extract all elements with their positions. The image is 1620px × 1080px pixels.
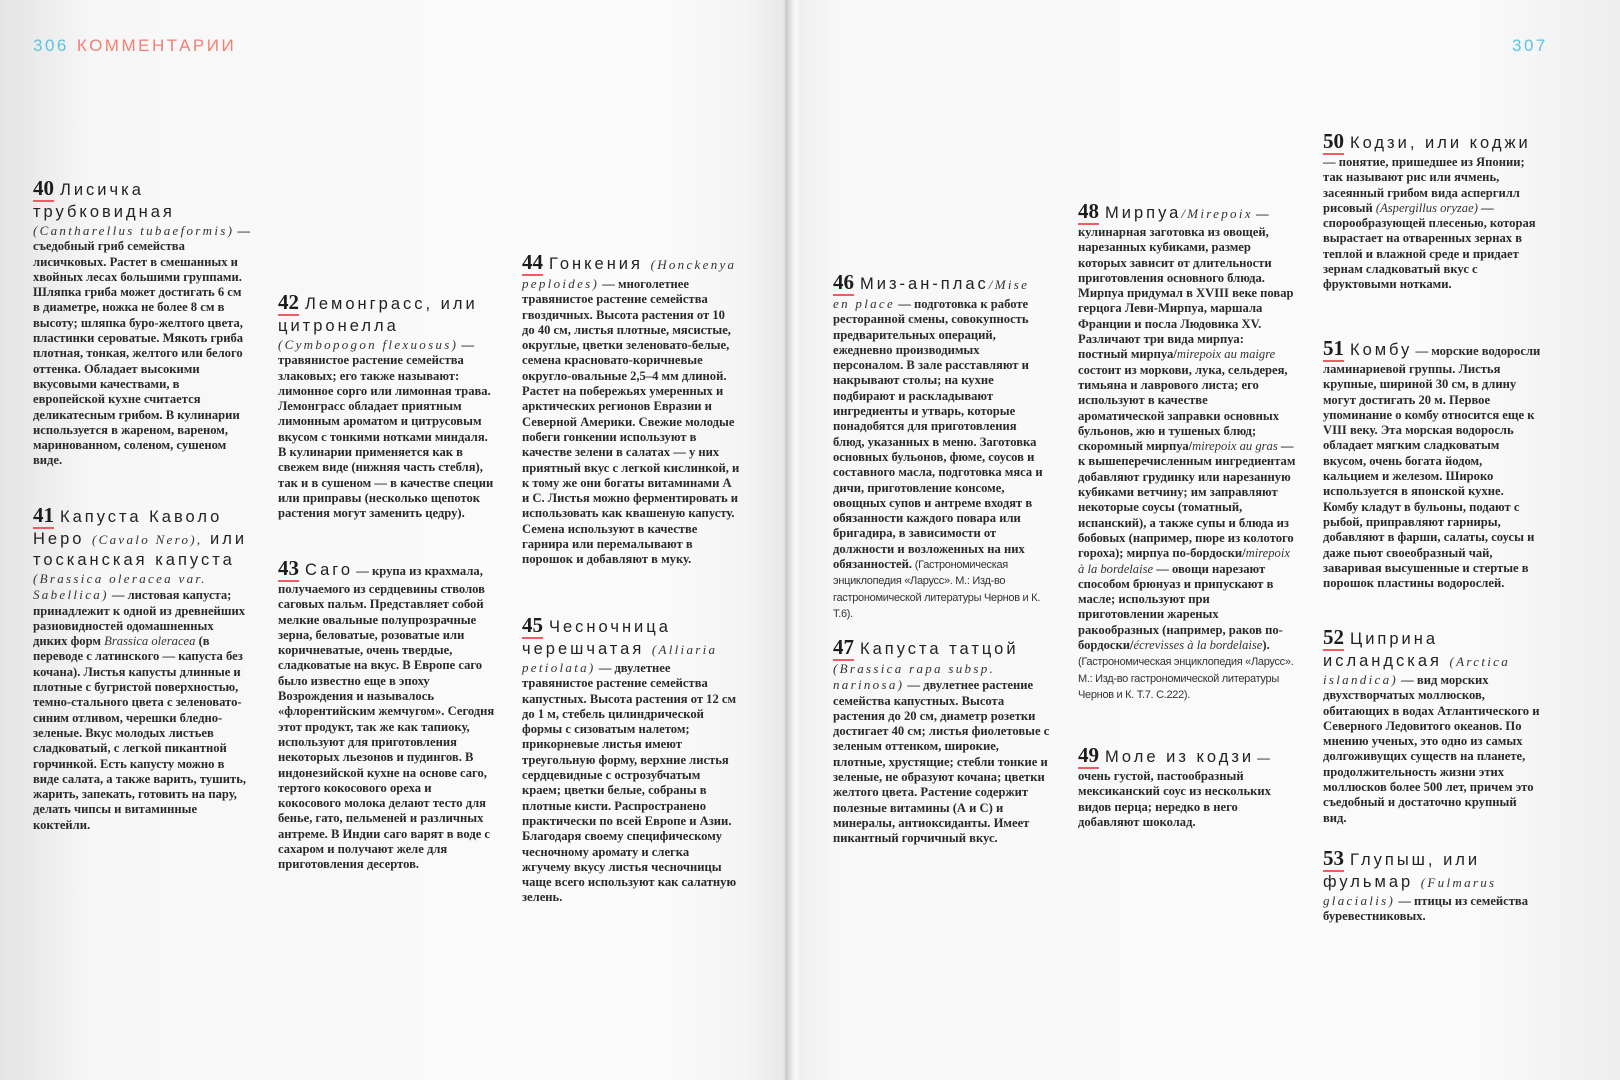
entry-number: 50 [1323, 129, 1344, 153]
entry-title: Циприна исландская [1323, 630, 1450, 670]
entry-text: — морские водоросли ламинариевой группы. Листья крупные, шириной 30 см, в длину могут достигать 20 м. Первое упоминание о комбу относится еще к VIII веку. Эта морская водоросль обладает мягким сладковатым вкусом, очень богата йодом, кальцием и железом. Широко используется в японской кухне. Комбу кладут в бульоны, подают с рыбой, приправляют гарниры, добавляют в фарши, салаты, соусы и даже пьют своеобразный чай, заваривая высушенные и стертые в порошок пластины водорослей. [1323, 344, 1541, 591]
commentary-entry-45 [522, 615, 740, 906]
entry-text: — многолетнее травянистое растение семейства гвоздичных. Высота растения от 10 до 40 см, листья плотные, мясистые, округлые, цветки зеленовато-белые, семена красновато-коричневые округло-овальные 2,5–4 мм длиной. Растет на побережьях умеренных и арктических регионов Евразии и Северной Америки. Свежие молодые побеги гонкении используют в качестве зелени в салатах — у них приятный вкус с легкой кислинкой, и к тому же они богаты витаминами А и С. Листья можно ферментировать и использовать как квашеную капусту. Семена используют в качестве гарнира или перемалывают в порошок и добавляют в муку. [522, 277, 740, 567]
entry-number: 51 [1323, 336, 1344, 360]
entry-number: 52 [1323, 625, 1344, 649]
entry-number: 49 [1078, 743, 1099, 767]
entry-number: 43 [278, 556, 299, 580]
commentary-entry-52 [1323, 627, 1541, 826]
entry-text: — травянистое растение семейства злаковых; его также называют: лимонное сорго или лимонная трава. Лемонграсс обладает приятным лимонным ароматом и цитрусовым вкусом с тонкими нотками миндаля. В кулинарии применяется как в свежем виде (нижняя часть стебля), так и в сушеном — в качестве специи или приправы (несколько щепоток растения могут заменить цедру). [278, 338, 494, 521]
latin-name: /Mise en place [833, 277, 1030, 311]
italic-term: écrevisses à la bordelaise [1133, 638, 1263, 653]
left-page-number: 306 [33, 36, 69, 55]
latin-name: (Honckenya peploides) [522, 257, 737, 291]
entry-number: 45 [522, 613, 543, 637]
book-spine [785, 0, 803, 1080]
commentary-entry-43 [278, 558, 496, 873]
entry-text: — двулетнее растение семейства капустных. Высота растения до 20 см, диаметр розетки достигает 40 см; листья фиолетовые с зеленым оттенком, широкие, плотные, хрустящие; стебли тонкие и зеленые, не образуют кочана; цветки желтого цвета. Растение содержит полезные витамины (А и С) и минералы, антиоксиданты. Имеет пикантный горчичный вкус. [833, 678, 1050, 846]
entry-title: или тосканская капуста [33, 530, 248, 569]
commentary-entry-46 [833, 272, 1051, 622]
commentary-entry-41 [33, 505, 251, 833]
entry-number: 48 [1078, 199, 1099, 223]
entry-number: 40 [33, 176, 54, 200]
commentary-entry-49 [1078, 745, 1296, 830]
commentary-entry-51 [1323, 338, 1541, 591]
entry-text: — очень густой, пастообразный мексиканский соус из нескольких видов перца; нередко в него добавляют шоколад. [1078, 751, 1271, 829]
entry-number: 41 [33, 503, 54, 527]
entry-text: — листовая капуста; принадлежит к одной из древнейших разновидностей одомашненных диких форм [33, 588, 246, 649]
entry-text: ). [1262, 638, 1270, 653]
latin-name: (Arctica islandica) [1323, 654, 1511, 687]
right-page-number: 307 [1512, 36, 1548, 55]
entry-number: 42 [278, 290, 299, 314]
italic-term: mirepoix à la bordelaise [1078, 546, 1290, 576]
latin-name: /Mirepoix [1181, 206, 1253, 221]
entry-number: 44 [522, 250, 543, 274]
entry-text: — крупа из крахмала, получаемого из сердцевины стволов саговых пальм. Представляет собой мелкие овальные полупрозрачные зерна, беловатые, розоватые или коричневатые, очень твердые, сладковатые на вкус. В Европе саго было известно еще в эпоху Возрождения и называлось «флорентийским жемчугом». Сегодня этот продукт, так же как тапиоку, используют для приготовления некоторых льезонов и пудингов. В индонезийской кухне на основе саго, тертого кокосового ореха и кокосового молока делают тесто для бенье, гато, пельменей и различных антреме. В Индии саго варят в воде с сахаром и получают желе для приготовления десертов. [278, 564, 495, 872]
entry-title: Моле из кодзи [1105, 748, 1255, 766]
entry-title: Саго [305, 561, 354, 579]
entry-number: 53 [1323, 846, 1344, 870]
entry-title: Капуста татцой [860, 640, 1019, 658]
entry-text: — к вышеперечисленным ингредиентам добавляют грудинку или нарезанную кубиками ветчину; им заправляют некоторые соусы (томатный, испанский), а также супы и блюда из бобовых (например, пюре из колотого гороха); мирпуа по-бордоски/ [1078, 439, 1296, 561]
entry-title: Чесночница черешчатая [522, 618, 671, 658]
entry-text: — птицы из семейства буревестниковых. [1323, 894, 1529, 924]
latin-name: (Cavalo Nero), [92, 532, 203, 547]
commentary-entry-42 [278, 292, 496, 522]
entry-title: Глупыш, или фульмар [1323, 851, 1481, 891]
entry-title: Кодзи, или коджи [1350, 134, 1531, 152]
entry-title: Лемонграсс, или цитронелла [278, 295, 478, 335]
entry-text: — овощи нарезают способом брюнуаз и припускают в масле; используют при приготовлении жареных ракообразных (например, раков по-бордоски/ [1078, 561, 1283, 653]
entry-number: 47 [833, 635, 854, 659]
latin-name: (Cymbopogon flexuosus) [278, 337, 459, 352]
commentary-entry-50 [1323, 131, 1541, 293]
commentary-entry-44 [522, 252, 740, 568]
entry-text: — двулетнее травянистое растение семейства капустных. Высота растения от 12 см до 1 м, стебель цилиндрической формы с сизоватым налетом; прикорневые листья имеют треугольную форму, верхние листья сердцевидные с острозубчатым краем; цветки белые, собраны в плотные кисти. Распространено практически по всей Европе и Азии. Благодаря своему специфическому чесночному аромату и слегка жгучему вкусу листья чесночницы чаще всего используют как салатную зелень. [522, 661, 737, 905]
section-title: КОММЕНТАРИИ [76, 36, 237, 55]
entry-title: Гонкения [549, 255, 651, 273]
entry-title: Лисичка трубковидная [33, 181, 175, 221]
entry-text: — понятие, пришедшее из Японии; так называют рис или ячмень, засеянный грибом вида аспергилл рисовый [1323, 155, 1525, 215]
commentary-entry-53 [1323, 848, 1541, 925]
source-reference: (Гастрономическая энциклопедия «Ларусс». М.: Изд-во гастрономической литературы Чернов и К. Т.6). [833, 559, 1040, 620]
entry-number: 46 [833, 270, 854, 294]
commentary-entry-40 [33, 178, 251, 469]
commentary-entry-47 [833, 637, 1051, 847]
italic-term: Brassica oleracea [104, 634, 196, 649]
entry-text: — съедобный гриб семейства лисичковых. Растет в смешанных и хвойных лесах большими группами. Шляпка гриба может достигать 6 см в диаметре, ножка не более 8 см в высоту; шляпка буро-желтого цвета, пластинки сероватые. Мякоть гриба плотная, тонкая, желтого или белого оттенка. Обладает высокими вкусовыми качествами, в европейской кухне считается деликатесным грибом. В кулинарии используется в жареном, вареном, маринованном, соленом, сушеном виде. [33, 224, 250, 468]
entry-text: (в переводе с латинского — капуста без кочана). Листья капусты длинные и плотные с бугристой поверхностью, темно-стального цвета с зеленовато-синим отливом, черешки бледно-зеленые. Вкус молодых листьев сладковатый, с легкой пикантной горчинкой. Есть капусту можно в виде салата, а также варить, тушить, жарить, запекать, готовить на пару, делать чипсы и витаминные коктейли. [33, 634, 247, 832]
latin-name: (Fulmarus glacialis) [1323, 875, 1497, 908]
italic-term: (Aspergillus oryzae) [1375, 200, 1478, 215]
entry-text: состоит из моркови, лука, сельдерея, тимьяна и лаврового листа; его используют в качестве ароматической заправки основных бульонов, жю и тушеных блюд; скоромный мирпуа/ [1078, 362, 1288, 454]
entry-title: Миз-ан-плас [860, 275, 989, 293]
latin-name: (Cantharellus tubaeformis) [33, 223, 235, 238]
entry-title: Комбу [1350, 341, 1413, 359]
entry-title: Капуста Каволо Неро [33, 508, 223, 548]
entry-title: Мирпуа [1105, 204, 1182, 222]
entry-text: — подготовка к работе ресторанной смены, совокупность предварительных операций, ежедневно производимых персоналом. В зале расставляют и накрывают столы; на кухне подбирают и раскладывают ингредиенты и утварь, которые понадобятся для приготовления блюд, указанных в меню. Заготовка основных бульонов, фюме, соусов и составного масла, подготовка мяса и дичи, приготовление консоме, овощных супов и антреме входят в обязанности каждого повара или бригадира, в зависимости от должности и возложенных на них обязанностей. [833, 297, 1043, 572]
latin-name: (Brassica rapa subsp. narinosa) [833, 661, 996, 693]
entry-text: — спорообразующей плесенью, которая вырастает на отваренных зернах в теплой и влажной среде и придает зернам сладковатый вкус с фруктовыми нотками. [1323, 200, 1536, 292]
source-reference: (Гастрономическая энциклопедия «Ларусс». М.: Изд-во гастрономической литературы Чернов и К. Т.7. С.222). [1078, 656, 1294, 701]
italic-term: mirepoix au gras [1192, 439, 1278, 454]
commentary-entry-48 [1078, 201, 1296, 703]
entry-text: — вид морских двухстворчатых моллюсков, обитающих в водах Атлантического и Северного Ледовитого океанов. По мнению ученых, это одно из самых долгоживущих существ на планете, продолжительность жизни этих моллюсков более 500 лет, причем это съедобный и достаточно крупный вид. [1323, 673, 1540, 825]
right-running-header [1512, 36, 1548, 56]
latin-name: (Brassica oleracea var. Sabellica) [33, 571, 207, 603]
italic-term: mirepoix au maigre [1176, 347, 1276, 362]
entry-text: — кулинарная заготовка из овощей, нарезанных кубиками, размер которых зависит от длительности приготовления основного блюда. Мирпуа придумал в XVIII веке повар герцога Леви-Мирпуа, маршала Франции и посла Людовика XV. Различают три вида мирпуа: постный мирпуа/ [1078, 207, 1294, 362]
latin-name: (Alliaria petiolata) [522, 642, 718, 675]
left-running-header [33, 36, 236, 56]
